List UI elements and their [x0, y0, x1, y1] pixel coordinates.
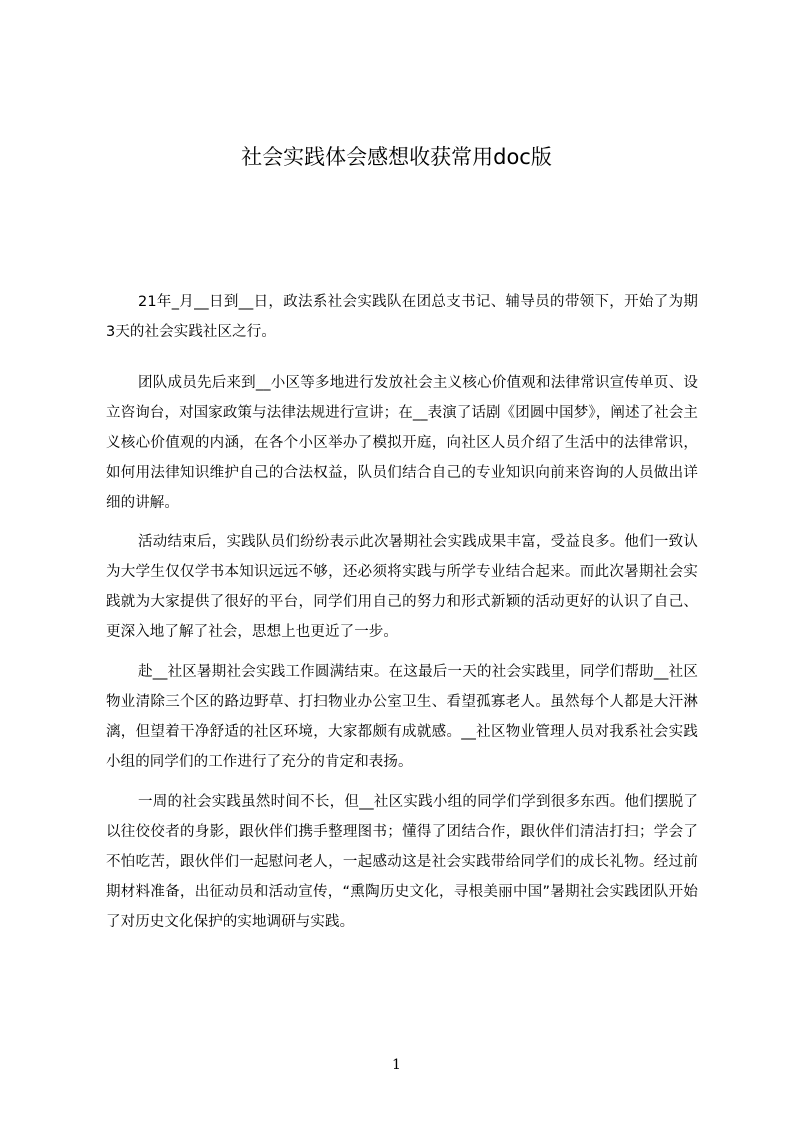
paragraph-3: 活动结束后，实践队员们纷纷表示此次暑期社会实践成果丰富，受益良多。他们一致认为大学生仅仅学书本知识远远不够，还必须将实践与所学专业结合起来。而此次暑期社会实践就为大家提供了很好的平台，同学们用自己的努力和形式新颖的活动更好的认识了自己、更深入地了解了社会，思想上也更近了一步。 [106, 534, 698, 640]
paragraph-5: 一周的社会实践虽然时间不长，但__社区实践小组的同学们学到很多东西。他们摆脱了以往佼佼者的身影，跟伙伴们携手整理图书；懂得了团结合作，跟伙伴们清洁打扫；学会了不怕吃苦，跟伙伴们一起慰问老人，一起感动这是社会实践带给同学们的成长礼物。经过前期材料准备，出征动员和活动宣传，“熏陶历史文化，寻根美丽中国”暑期社会实践团队开始了对历史文化保护的实地调研与实践。 [106, 794, 698, 930]
page-number: 1 [392, 1057, 401, 1073]
paragraph-2: 团队成员先后来到__小区等多地进行发放社会主义核心价值观和法律常识宣传单页、设立咨询台，对国家政策与法律法规进行宣讲；在__表演了话剧《团圆中国梦》，阐述了社会主义核心价值观的内涵，在各个小区举办了模拟开庭，向社区人员介绍了生活中的法律常识，如何用法律知识维护自己的合法权益，队员们结合自己的专业知识向前来咨询的人员做出详细的讲解。 [106, 375, 698, 511]
document-title: 社会实践体会感想收获常用doc版 [241, 145, 552, 169]
paragraph-4: 赴__社区暑期社会实践工作圆满结束。在这最后一天的社会实践里，同学们帮助__社区物业清除三个区的路边野草、打扫物业办公室卫生、看望孤寡老人。虽然每个人都是大汗淋漓，但望着干净舒适的社区环境，大家都颇有成就感。__社区物业管理人员对我系社会实践小组的同学们的工作进行了充分的肯定和表扬。 [106, 664, 698, 770]
paragraph-1: 21年_月__日到__日，政法系社会实践队在团总支书记、辅导员的带领下，开始了为期3天的社会实践社区之行。 [106, 294, 698, 340]
